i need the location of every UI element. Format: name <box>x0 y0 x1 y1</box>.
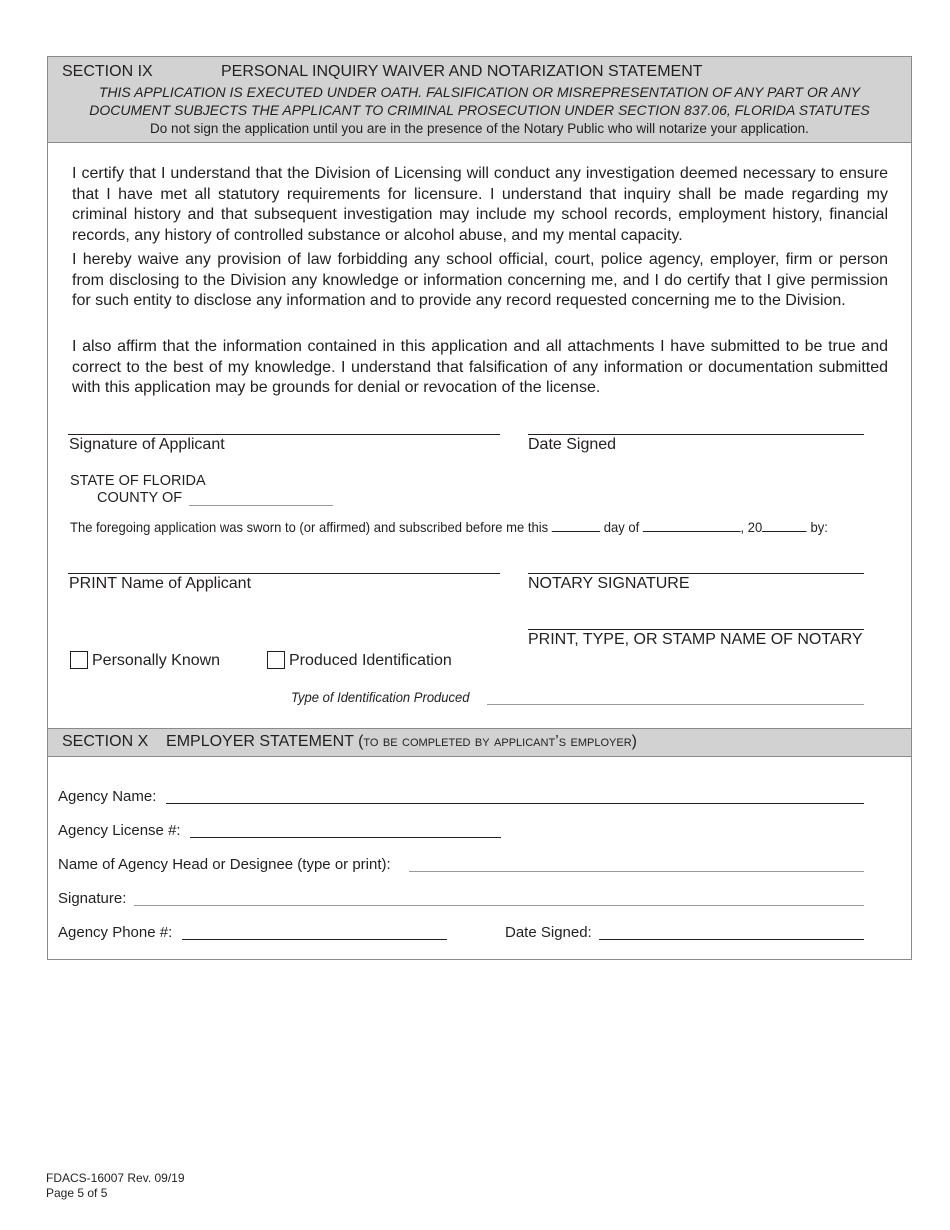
notary-name-line[interactable] <box>528 629 864 630</box>
oath-warning-line-1: THIS APPLICATION IS EXECUTED UNDER OATH. FALSIFICATION OR MISREPRESENTATION OF ANY PART OR ANY <box>98 84 861 100</box>
produced-identification-label: Produced Identification <box>289 652 452 669</box>
agency-name-label: Agency Name: <box>58 788 157 805</box>
state-label: STATE OF FLORIDA <box>70 473 206 489</box>
county-field[interactable] <box>189 505 333 506</box>
section-10-title: EMPLOYER STATEMENT <box>166 733 354 750</box>
employer-date-signed-label: Date Signed: <box>505 924 592 941</box>
agency-phone-field[interactable] <box>182 939 447 940</box>
section-9-number: SECTION IX <box>62 63 153 80</box>
print-name-line[interactable] <box>68 573 500 574</box>
section-10-number: SECTION X <box>62 733 149 750</box>
page-number: Page 5 of 5 <box>46 1186 108 1200</box>
agency-name-field[interactable] <box>166 803 864 804</box>
sworn-year-field[interactable] <box>762 519 807 532</box>
print-name-label: PRINT Name of Applicant <box>69 575 252 592</box>
notary-signature-label: NOTARY SIGNATURE <box>528 575 690 592</box>
sworn-month-field[interactable] <box>643 519 741 532</box>
produced-identification-checkbox[interactable] <box>267 651 285 669</box>
agency-license-field[interactable] <box>190 837 501 838</box>
applicant-signature-label: Signature of Applicant <box>69 436 225 453</box>
personally-known-checkbox[interactable] <box>70 651 88 669</box>
section-9-title: PERSONAL INQUIRY WAIVER AND NOTARIZATION STATEMENT <box>221 63 703 80</box>
agency-head-label: Name of Agency Head or Designee (type or print): <box>58 856 391 873</box>
agency-head-field[interactable] <box>409 871 864 872</box>
id-type-label: Type of Identification Produced <box>291 689 470 705</box>
personally-known-label: Personally Known <box>92 652 221 669</box>
applicant-signature-line[interactable] <box>68 434 500 435</box>
id-type-field[interactable] <box>487 704 864 705</box>
waiver-paragraph: I hereby waive any provision of law forbidding any school official, court, police agency, employer, firm or person from disclosing to the Division any knowledge or information concerning me, and I do certify that I give permission for such entity to disclose any information and to provide any record requested concerning me to the Division. <box>72 251 888 310</box>
employer-date-signed-field[interactable] <box>599 939 864 940</box>
notary-name-label: PRINT, TYPE, OR STAMP NAME OF NOTARY <box>528 631 863 648</box>
employer-signature-field[interactable] <box>134 905 864 906</box>
notary-signature-line[interactable] <box>528 573 864 574</box>
section-10-title-row <box>62 733 637 751</box>
affirmation-paragraph: I also affirm that the information contained in this application and all attachments I have submitted to be true and correct to the best of my knowledge. I understand that falsification of any information or documentation submitted with this application may be grounds for denial or revocation of the license. <box>72 338 888 397</box>
section-10-header <box>48 728 911 757</box>
sworn-day-field[interactable] <box>552 519 600 532</box>
agency-phone-label: Agency Phone #: <box>58 924 173 941</box>
section-9-header <box>48 57 911 143</box>
section-9-title-row <box>62 63 703 81</box>
sworn-year-text: , 20 <box>740 519 763 535</box>
date-signed-line[interactable] <box>528 434 864 435</box>
date-signed-label: Date Signed <box>528 436 617 453</box>
sworn-by-text: by: <box>810 519 828 535</box>
county-label: COUNTY OF <box>97 490 183 506</box>
oath-warning-line-2: DOCUMENT SUBJECTS THE APPLICANT TO CRIMINAL PROSECUTION UNDER SECTION 837.06, FLORIDA STATUTES <box>89 102 870 118</box>
sworn-day-of-text: day of <box>603 519 640 535</box>
sworn-statement <box>70 519 828 535</box>
application-form <box>47 56 912 960</box>
notary-instruction: Do not sign the application until you are in the presence of the Notary Public who will notarize your application. <box>150 121 809 136</box>
employer-signature-label: Signature: <box>58 890 127 907</box>
section-10-note: (to be completed by applicant’s employer) <box>358 733 637 750</box>
certification-paragraph: I certify that I understand that the Division of Licensing will conduct any investigation deemed necessary to ensure that I have met all statutory requirements for licensure. I understand that inquiry shall be made regarding my criminal history and that subsequent investigation may include my school records, employment history, financial records, any history of controlled substance or alcohol abuse, and my mental capacity. <box>72 165 888 244</box>
agency-license-label: Agency License #: <box>58 822 181 839</box>
form-number: FDACS-16007 Rev. 09/19 <box>46 1171 185 1185</box>
sworn-statement-text: The foregoing application was sworn to (or affirmed) and subscribed before me this <box>70 519 549 535</box>
